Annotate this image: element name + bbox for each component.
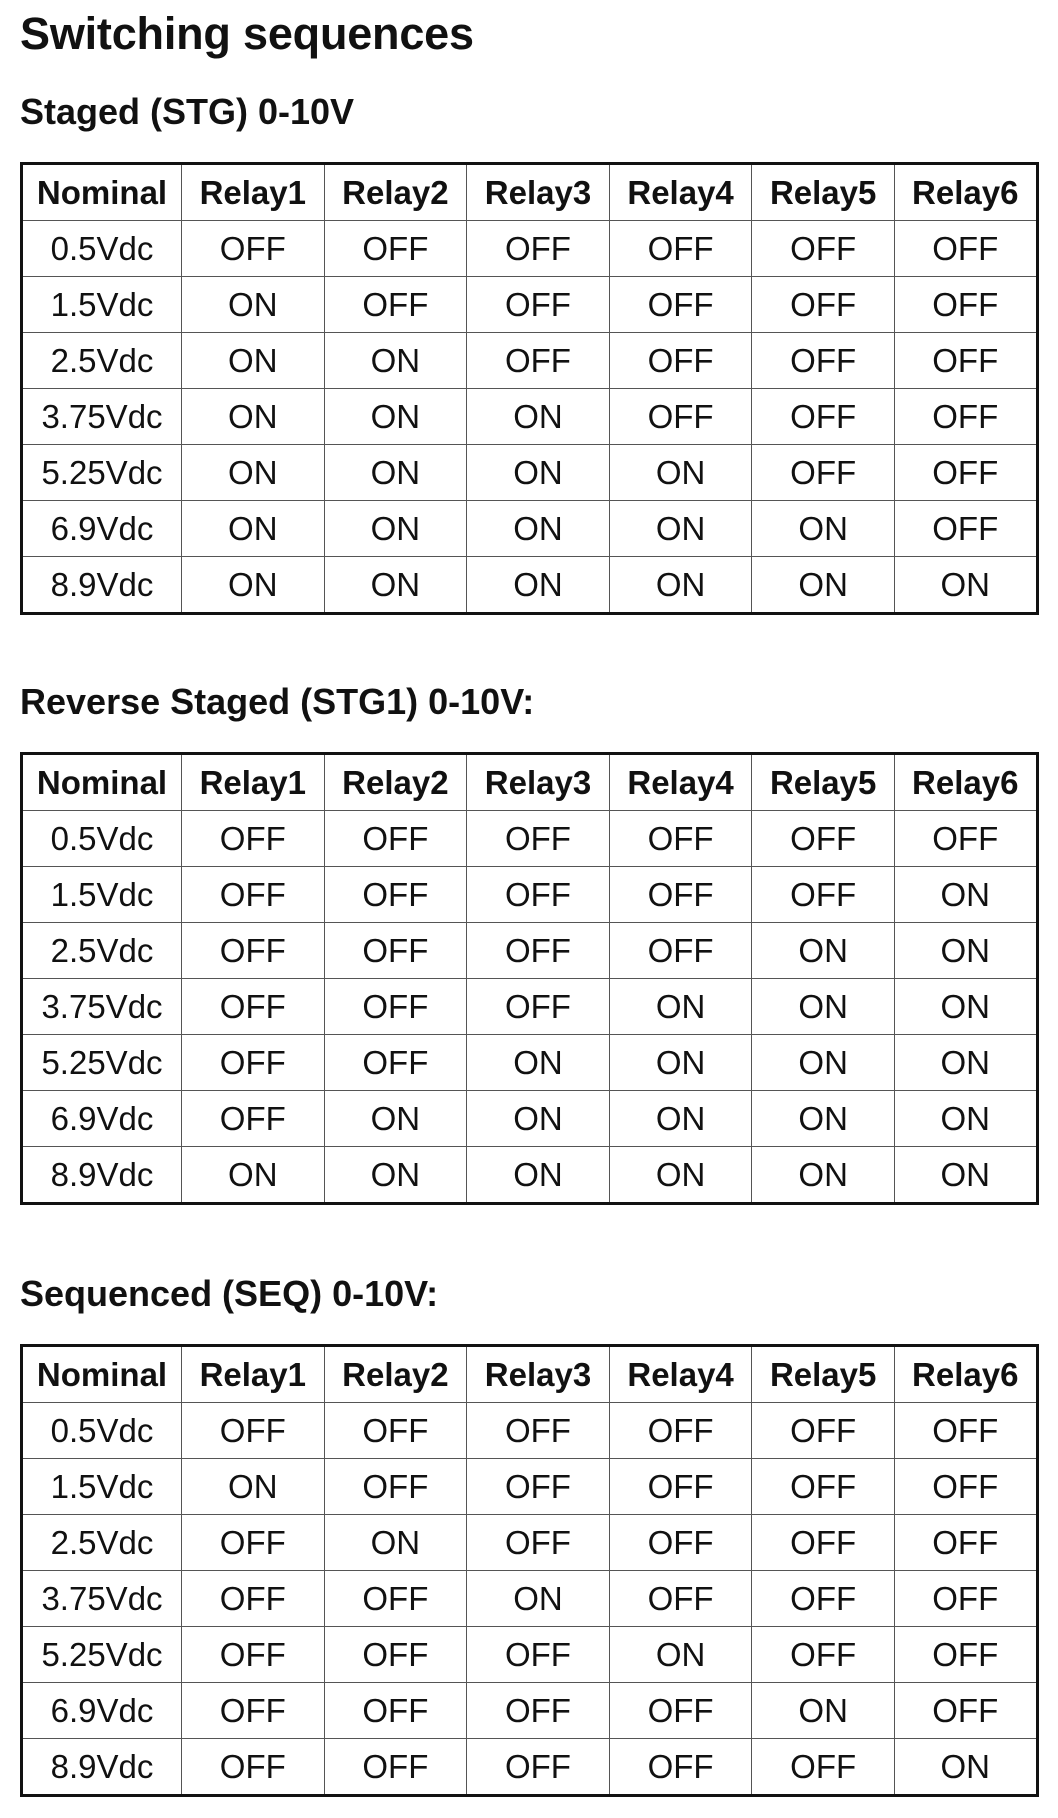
relay-state-cell: OFF xyxy=(894,1403,1037,1459)
nominal-voltage-cell: 8.9Vdc xyxy=(22,1739,182,1796)
relay-state-cell: OFF xyxy=(609,1515,752,1571)
relay-state-cell: ON xyxy=(609,445,752,501)
relay-state-cell: ON xyxy=(324,1091,467,1147)
relay-state-cell: OFF xyxy=(467,867,610,923)
relay-state-cell: ON xyxy=(752,1091,895,1147)
relay-state-cell: OFF xyxy=(324,811,467,867)
relay-state-cell: OFF xyxy=(467,277,610,333)
table-row xyxy=(22,277,1038,333)
relay-state-cell: ON xyxy=(752,1683,895,1739)
nominal-voltage-cell: 5.25Vdc xyxy=(22,445,182,501)
nominal-voltage-cell: 1.5Vdc xyxy=(22,277,182,333)
section-reverse-staged xyxy=(20,672,1036,1205)
relay-state-cell: OFF xyxy=(752,1459,895,1515)
header-relay: Relay1 xyxy=(182,754,325,811)
relay-state-cell: OFF xyxy=(752,445,895,501)
relay-state-cell: OFF xyxy=(182,979,325,1035)
relay-state-cell: OFF xyxy=(609,923,752,979)
relay-state-cell: ON xyxy=(467,557,610,614)
section-title: Sequenced (SEQ) 0-10V: xyxy=(20,1273,439,1314)
relay-state-cell: OFF xyxy=(752,1571,895,1627)
relay-state-cell: OFF xyxy=(182,923,325,979)
relay-state-cell: OFF xyxy=(752,867,895,923)
section-title: Staged (STG) 0-10V xyxy=(20,91,355,132)
section-sequenced xyxy=(20,1264,1036,1797)
relay-state-cell: OFF xyxy=(894,1683,1037,1739)
relay-state-cell: OFF xyxy=(467,979,610,1035)
relay-state-cell: ON xyxy=(752,1035,895,1091)
relay-state-cell: ON xyxy=(752,923,895,979)
relay-state-cell: OFF xyxy=(324,1571,467,1627)
nominal-voltage-cell: 8.9Vdc xyxy=(22,1147,182,1204)
nominal-voltage-cell: 6.9Vdc xyxy=(22,1091,182,1147)
page-title: Switching sequences xyxy=(20,8,474,59)
relay-state-cell: OFF xyxy=(752,1515,895,1571)
table-row xyxy=(22,1147,1038,1204)
nominal-voltage-cell: 0.5Vdc xyxy=(22,811,182,867)
relay-state-cell: OFF xyxy=(324,1459,467,1515)
relay-state-cell: OFF xyxy=(894,221,1037,277)
header-relay: Relay2 xyxy=(324,1346,467,1403)
relay-state-cell: OFF xyxy=(467,1739,610,1796)
section-staged xyxy=(20,82,1036,615)
relay-state-cell: ON xyxy=(752,557,895,614)
header-row xyxy=(22,1346,1038,1403)
table-row xyxy=(22,811,1038,867)
relay-state-cell: OFF xyxy=(894,1571,1037,1627)
relay-state-cell: OFF xyxy=(894,1627,1037,1683)
relay-state-cell: OFF xyxy=(324,277,467,333)
relay-state-cell: ON xyxy=(324,333,467,389)
table-row xyxy=(22,1091,1038,1147)
relay-state-cell: OFF xyxy=(182,1035,325,1091)
relay-state-cell: OFF xyxy=(609,333,752,389)
table-row xyxy=(22,1035,1038,1091)
relay-state-cell: ON xyxy=(609,979,752,1035)
relay-state-cell: OFF xyxy=(752,333,895,389)
relay-state-cell: ON xyxy=(182,557,325,614)
relay-state-cell: OFF xyxy=(752,277,895,333)
header-relay: Relay6 xyxy=(894,754,1037,811)
relay-state-cell: ON xyxy=(609,557,752,614)
table-row xyxy=(22,1739,1038,1796)
table-row xyxy=(22,1683,1038,1739)
header-nominal: Nominal xyxy=(22,754,182,811)
relay-state-cell: ON xyxy=(182,277,325,333)
table-row xyxy=(22,979,1038,1035)
header-relay: Relay4 xyxy=(609,1346,752,1403)
relay-state-cell: OFF xyxy=(894,333,1037,389)
table-row xyxy=(22,557,1038,614)
relay-state-cell: OFF xyxy=(182,1515,325,1571)
header-nominal: Nominal xyxy=(22,1346,182,1403)
relay-state-cell: ON xyxy=(752,1147,895,1204)
relay-state-cell: ON xyxy=(467,1091,610,1147)
relay-state-cell: ON xyxy=(182,445,325,501)
relay-state-cell: OFF xyxy=(894,501,1037,557)
relay-state-cell: OFF xyxy=(467,923,610,979)
relay-state-cell: OFF xyxy=(752,1627,895,1683)
relay-state-cell: ON xyxy=(324,501,467,557)
nominal-voltage-cell: 2.5Vdc xyxy=(22,923,182,979)
relay-state-cell: OFF xyxy=(894,277,1037,333)
relay-state-cell: OFF xyxy=(609,221,752,277)
relay-state-cell: OFF xyxy=(609,277,752,333)
relay-state-cell: OFF xyxy=(609,811,752,867)
header-relay: Relay4 xyxy=(609,164,752,221)
relay-state-cell: ON xyxy=(894,557,1037,614)
relay-state-cell: ON xyxy=(467,389,610,445)
header-relay: Relay1 xyxy=(182,164,325,221)
header-relay: Relay3 xyxy=(467,164,610,221)
relay-state-cell: ON xyxy=(894,979,1037,1035)
relay-state-cell: OFF xyxy=(467,333,610,389)
relay-state-cell: OFF xyxy=(467,811,610,867)
table-row xyxy=(22,1515,1038,1571)
relay-state-cell: OFF xyxy=(894,389,1037,445)
relay-state-cell: ON xyxy=(894,867,1037,923)
nominal-voltage-cell: 6.9Vdc xyxy=(22,1683,182,1739)
relay-state-cell: ON xyxy=(609,1147,752,1204)
relay-state-cell: ON xyxy=(894,923,1037,979)
table-row xyxy=(22,389,1038,445)
nominal-voltage-cell: 1.5Vdc xyxy=(22,867,182,923)
relay-state-cell: OFF xyxy=(182,1571,325,1627)
header-relay: Relay6 xyxy=(894,1346,1037,1403)
relay-state-cell: OFF xyxy=(467,1403,610,1459)
table-row xyxy=(22,333,1038,389)
relay-state-cell: OFF xyxy=(182,1091,325,1147)
relay-state-cell: OFF xyxy=(752,1403,895,1459)
nominal-voltage-cell: 1.5Vdc xyxy=(22,1459,182,1515)
nominal-voltage-cell: 6.9Vdc xyxy=(22,501,182,557)
relay-state-cell: OFF xyxy=(467,1459,610,1515)
relay-state-cell: ON xyxy=(894,1739,1037,1796)
relay-state-cell: OFF xyxy=(609,1683,752,1739)
header-relay: Relay5 xyxy=(752,1346,895,1403)
relay-state-cell: ON xyxy=(609,1091,752,1147)
relay-state-cell: OFF xyxy=(894,445,1037,501)
relay-state-cell: OFF xyxy=(752,389,895,445)
relay-state-cell: OFF xyxy=(182,221,325,277)
relay-state-cell: ON xyxy=(609,1035,752,1091)
relay-state-cell: ON xyxy=(894,1091,1037,1147)
nominal-voltage-cell: 3.75Vdc xyxy=(22,389,182,445)
table-row xyxy=(22,1627,1038,1683)
relay-state-cell: OFF xyxy=(752,1739,895,1796)
header-relay: Relay2 xyxy=(324,754,467,811)
relay-state-cell: OFF xyxy=(467,1683,610,1739)
relay-state-cell: OFF xyxy=(609,1403,752,1459)
relay-state-cell: ON xyxy=(752,501,895,557)
table-row xyxy=(22,923,1038,979)
table-row xyxy=(22,867,1038,923)
relay-state-cell: OFF xyxy=(324,979,467,1035)
nominal-voltage-cell: 2.5Vdc xyxy=(22,1515,182,1571)
header-relay: Relay3 xyxy=(467,754,610,811)
relay-state-cell: ON xyxy=(182,1459,325,1515)
relay-state-cell: ON xyxy=(467,501,610,557)
relay-state-cell: ON xyxy=(609,1627,752,1683)
header-relay: Relay3 xyxy=(467,1346,610,1403)
relay-state-cell: ON xyxy=(324,1515,467,1571)
relay-state-cell: ON xyxy=(467,1035,610,1091)
relay-state-cell: ON xyxy=(467,1147,610,1204)
header-row xyxy=(22,754,1038,811)
relay-state-cell: ON xyxy=(182,501,325,557)
relay-state-cell: ON xyxy=(894,1147,1037,1204)
header-row xyxy=(22,164,1038,221)
relay-state-cell: OFF xyxy=(609,1571,752,1627)
relay-state-cell: ON xyxy=(467,1571,610,1627)
relay-table-staged xyxy=(20,162,1039,615)
table-row xyxy=(22,1403,1038,1459)
relay-table-sequenced xyxy=(20,1344,1039,1797)
relay-state-cell: ON xyxy=(467,445,610,501)
relay-state-cell: OFF xyxy=(324,1627,467,1683)
relay-state-cell: OFF xyxy=(182,867,325,923)
relay-state-cell: ON xyxy=(182,1147,325,1204)
relay-state-cell: OFF xyxy=(894,1515,1037,1571)
relay-state-cell: OFF xyxy=(467,1515,610,1571)
nominal-voltage-cell: 5.25Vdc xyxy=(22,1035,182,1091)
relay-state-cell: ON xyxy=(182,389,325,445)
relay-state-cell: ON xyxy=(894,1035,1037,1091)
relay-state-cell: ON xyxy=(182,333,325,389)
header-relay: Relay4 xyxy=(609,754,752,811)
nominal-voltage-cell: 3.75Vdc xyxy=(22,979,182,1035)
relay-state-cell: OFF xyxy=(324,1739,467,1796)
relay-state-cell: OFF xyxy=(324,1035,467,1091)
relay-state-cell: OFF xyxy=(894,1459,1037,1515)
relay-state-cell: OFF xyxy=(182,1739,325,1796)
relay-state-cell: ON xyxy=(609,501,752,557)
relay-state-cell: OFF xyxy=(467,1627,610,1683)
relay-state-cell: OFF xyxy=(324,1683,467,1739)
relay-state-cell: OFF xyxy=(609,867,752,923)
relay-state-cell: OFF xyxy=(324,1403,467,1459)
relay-state-cell: ON xyxy=(324,1147,467,1204)
relay-state-cell: ON xyxy=(324,557,467,614)
table-row xyxy=(22,445,1038,501)
header-relay: Relay6 xyxy=(894,164,1037,221)
header-relay: Relay5 xyxy=(752,754,895,811)
relay-state-cell: OFF xyxy=(609,1459,752,1515)
relay-state-cell: OFF xyxy=(609,389,752,445)
table-row xyxy=(22,1571,1038,1627)
relay-table-reverse-staged xyxy=(20,752,1039,1205)
nominal-voltage-cell: 5.25Vdc xyxy=(22,1627,182,1683)
relay-state-cell: OFF xyxy=(609,1739,752,1796)
relay-state-cell: OFF xyxy=(182,1403,325,1459)
relay-state-cell: ON xyxy=(752,979,895,1035)
header-relay: Relay1 xyxy=(182,1346,325,1403)
nominal-voltage-cell: 2.5Vdc xyxy=(22,333,182,389)
nominal-voltage-cell: 0.5Vdc xyxy=(22,221,182,277)
relay-state-cell: OFF xyxy=(894,811,1037,867)
header-nominal: Nominal xyxy=(22,164,182,221)
table-row xyxy=(22,1459,1038,1515)
nominal-voltage-cell: 0.5Vdc xyxy=(22,1403,182,1459)
relay-state-cell: OFF xyxy=(752,811,895,867)
table-row xyxy=(22,221,1038,277)
header-relay: Relay5 xyxy=(752,164,895,221)
nominal-voltage-cell: 3.75Vdc xyxy=(22,1571,182,1627)
relay-state-cell: OFF xyxy=(467,221,610,277)
nominal-voltage-cell: 8.9Vdc xyxy=(22,557,182,614)
relay-state-cell: OFF xyxy=(182,1627,325,1683)
relay-state-cell: OFF xyxy=(324,923,467,979)
table-row xyxy=(22,501,1038,557)
header-relay: Relay2 xyxy=(324,164,467,221)
section-title: Reverse Staged (STG1) 0-10V: xyxy=(20,681,535,722)
relay-state-cell: OFF xyxy=(182,1683,325,1739)
relay-state-cell: OFF xyxy=(752,221,895,277)
relay-state-cell: ON xyxy=(324,445,467,501)
relay-state-cell: OFF xyxy=(182,811,325,867)
relay-state-cell: OFF xyxy=(324,867,467,923)
relay-state-cell: OFF xyxy=(324,221,467,277)
relay-state-cell: ON xyxy=(324,389,467,445)
